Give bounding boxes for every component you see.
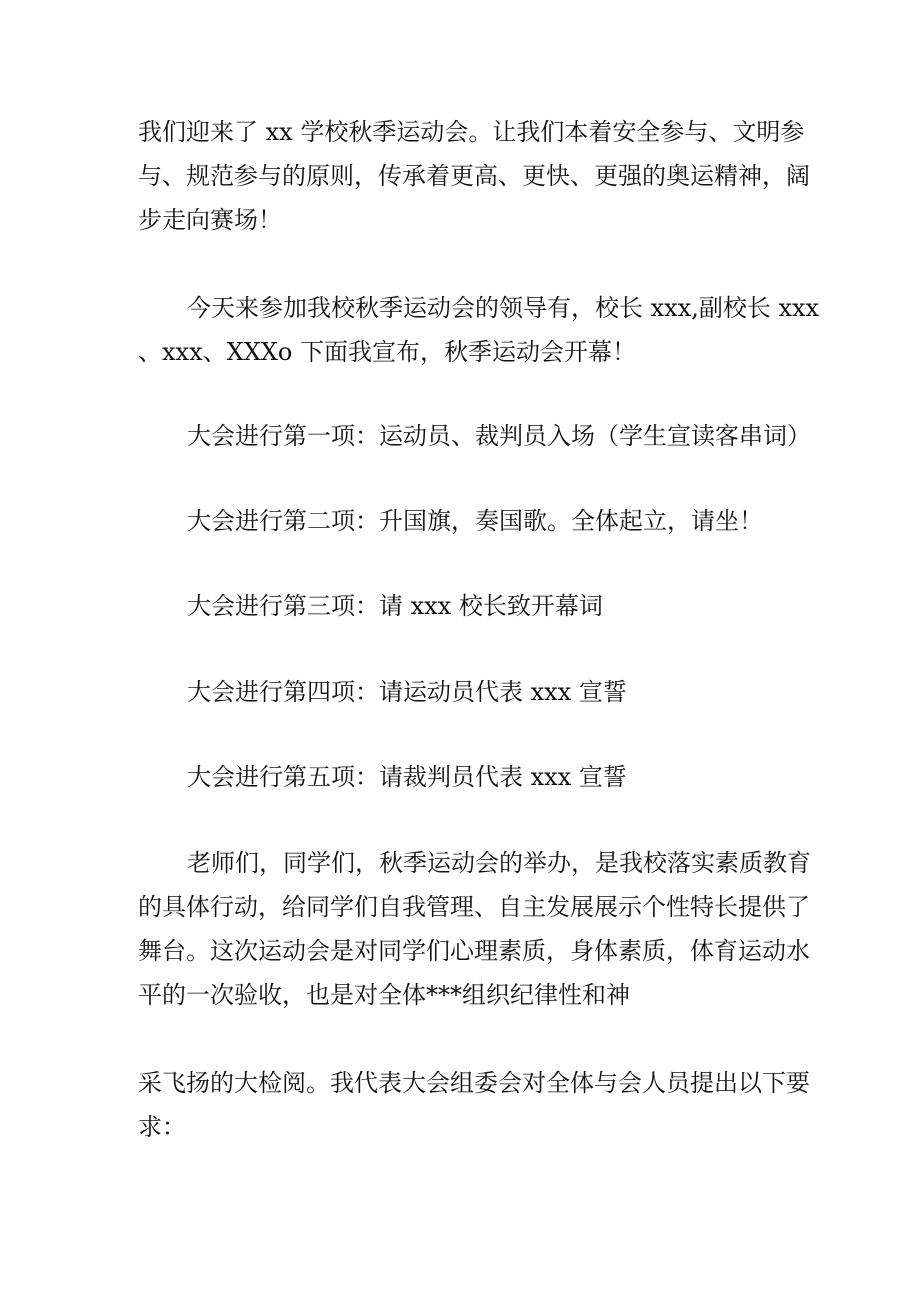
agenda-item: 大会进行第一项：运动员、裁判员入场（学生宣读客串词） [187,422,811,450]
paragraph-line: 我们迎来了 xx 学校秋季运动会。让我们本着安全参与、文明参 [138,118,805,146]
paragraph-line: 采飞扬的大检阅。我代表大会组委会对全体与会人员提出以下要 [138,1069,810,1097]
agenda-item: 大会进行第二项：升国旗，奏国歌。全体起立，请坐！ [187,507,763,535]
agenda-item: 大会进行第五项：请裁判员代表 xxx 宣誓 [187,763,627,791]
agenda-item: 大会进行第三项：请 xxx 校长致开幕词 [187,592,603,620]
paragraph-line: 与、规范参与的原则，传承着更高、更快、更强的奥运精神，阔 [138,162,810,190]
paragraph-line: 求： [138,1113,186,1141]
paragraph-line: 步走向赛场！ [138,206,282,234]
paragraph-line: 老师们，同学们，秋季运动会的举办，是我校落实素质教育 [187,849,811,877]
paragraph-line: 的具体行动，给同学们自我管理、自主发展展示个性特长提供了 [138,893,810,921]
agenda-item: 大会进行第四项：请运动员代表 xxx 宣誓 [187,678,627,706]
paragraph-line: 平的一次验收，也是对全体***组织纪律性和神 [138,981,630,1009]
paragraph-line: 今天来参加我校秋季运动会的领导有，校长 xxx,副校长 xxx [187,294,820,322]
paragraph-line: 舞台。这次运动会是对同学们心理素质，身体素质，体育运动水 [138,937,810,965]
paragraph-line: 、xxx、XXXo 下面我宣布，秋季运动会开幕！ [138,338,636,366]
